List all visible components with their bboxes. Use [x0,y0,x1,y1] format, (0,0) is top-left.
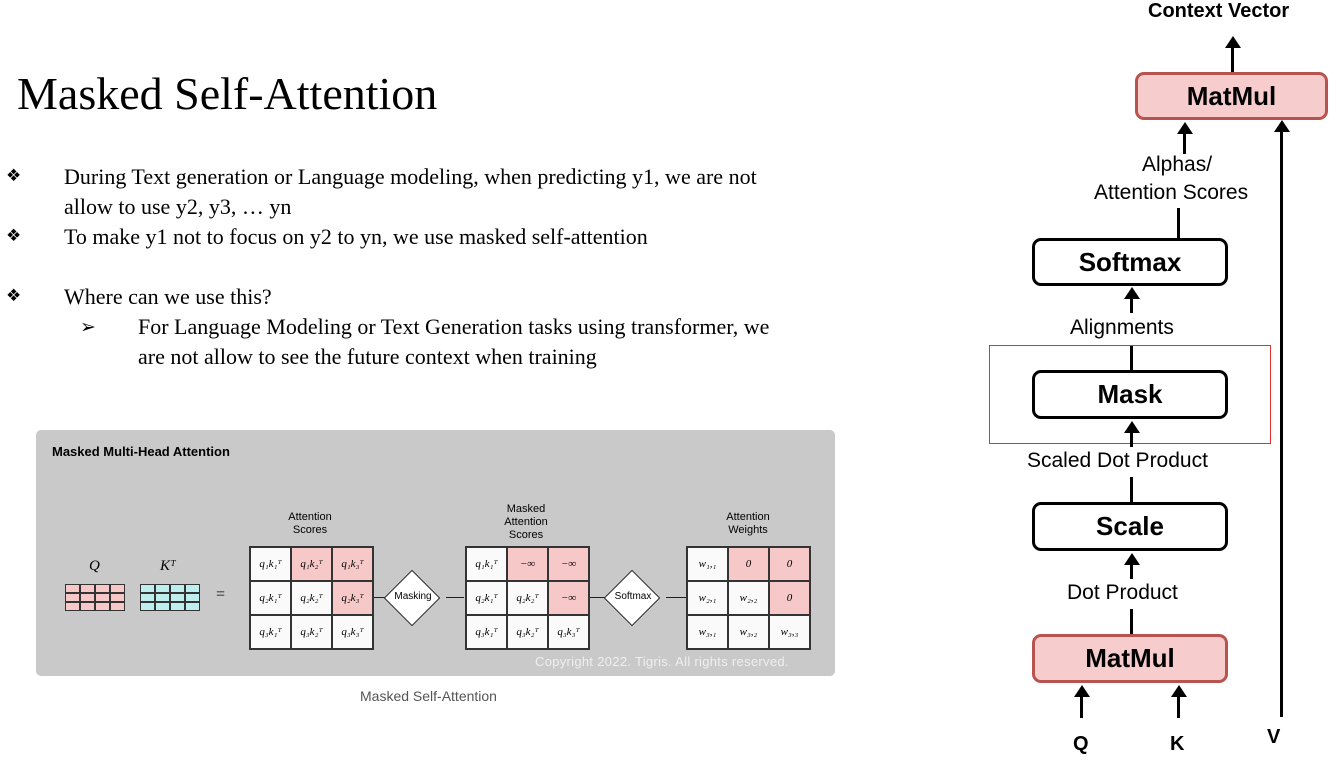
v-input-label: V [1267,726,1281,748]
matrix-cell: q₁k₁ᵀ [250,547,291,581]
arrow-line [1177,208,1180,238]
matrix-cell: q₃k₁ᵀ [250,615,291,649]
masked-scores-matrix [465,546,590,650]
matrix-cell: q₁k₁ᵀ [466,547,507,581]
matrix-cell: w₂,₁ [687,581,728,615]
q-matrix [65,584,125,611]
figure-title: Masked Multi-Head Attention [52,444,230,459]
figure-caption: Masked Self-Attention [360,688,497,704]
attention-weights-matrix [686,546,811,650]
matrix-cell: q₃k₂ᵀ [291,615,332,649]
v-arrow-line [1280,130,1283,717]
alphas-label-1: Alphas/ [1142,153,1213,176]
arrow-line [1183,132,1186,154]
connector-line [446,597,464,598]
sub-bullet-line-2: are not allow to see the future context when training [138,344,597,369]
matrix-cell: q₂k₂ᵀ [291,581,332,615]
masked-scores-label: Masked Attention Scores [504,503,548,541]
attention-weights-label: Attention Weights [726,511,770,536]
matrix-cell: q₃k₁ᵀ [466,615,507,649]
matrix-cell: w₃,₁ [687,615,728,649]
arrow-line [1177,695,1180,718]
attention-scores-matrix [249,546,374,650]
bullet-icon: ❖ [6,166,22,186]
bullet-icon: ❖ [6,226,22,246]
matrix-cell: w₃,₂ [728,615,769,649]
bullet-3: Where can we use this? [64,284,272,309]
copyright-watermark: Copyright 2022. Tigris. All rights reserved. [535,654,789,669]
matrix-cell: w₂,₂ [728,581,769,615]
softmax-op-label: Softmax [614,591,652,602]
bullet-2: To make y1 not to focus on y2 to yn, we use masked self-attention [64,224,648,249]
matrix-cell: q₃k₃ᵀ [548,615,589,649]
mask-box: Mask [1032,370,1228,419]
arrow-line [1080,695,1083,718]
sub-bullet-arrow-icon: ➢ [80,317,96,338]
matrix-cell: 0 [769,581,810,615]
matrix-cell: −∞ [507,547,548,581]
matrix-cell: q₁k₂ᵀ [291,547,332,581]
arrow-line [1231,46,1234,72]
arrow-line [1130,297,1133,313]
matrix-cell: q₂k₁ᵀ [466,581,507,615]
masking-label: Masking [394,591,432,602]
bullet-1-line-1: During Text generation or Language modeling, when predicting y1, we are not [64,164,757,189]
softmax-box: Softmax [1032,238,1228,286]
matmul-bottom-box: MatMul [1032,634,1228,683]
attention-scores-label: Attention Scores [288,511,332,536]
matrix-cell: w₃,₃ [769,615,810,649]
bullet-icon: ❖ [6,286,22,306]
matrix-cell: w₁,₁ [687,547,728,581]
arrow-line [1130,609,1133,634]
matrix-cell: q₃k₃ᵀ [332,615,373,649]
connector-line [666,597,686,598]
scale-box: Scale [1032,502,1228,551]
arrow-line [1130,477,1133,502]
matrix-cell: q₂k₃ᵀ [332,581,373,615]
slide-title: Masked Self-Attention [17,68,438,119]
k-input-label: K [1170,733,1185,755]
dot-product-label: Dot Product [1067,581,1178,604]
matmul-top-box: MatMul [1135,72,1328,120]
matrix-cell: q₂k₂ᵀ [507,581,548,615]
bullet-1-line-2: allow to use y2, y3, … yn [64,194,292,219]
matrix-cell: q₃k₂ᵀ [507,615,548,649]
matrix-cell: 0 [728,547,769,581]
matrix-cell: q₁k₃ᵀ [332,547,373,581]
scaled-dot-product-label: Scaled Dot Product [1027,449,1208,472]
kt-label: Kᵀ [160,558,176,574]
matrix-cell: 0 [769,547,810,581]
q-label: Q [89,558,100,574]
arrow-line [1130,431,1133,447]
q-input-label: Q [1073,733,1089,755]
context-vector-label: Context Vector [1148,0,1290,22]
matrix-cell: −∞ [548,581,589,615]
matrix-cell: −∞ [548,547,589,581]
equals-sign: = [216,586,226,603]
arrow-line [1130,563,1133,579]
alphas-label-2: Attention Scores [1094,181,1249,204]
matrix-cell: q₂k₁ᵀ [250,581,291,615]
sub-bullet-line-1: For Language Modeling or Text Generation tasks using transformer, we [138,314,770,339]
alignments-label: Alignments [1070,316,1174,339]
kt-matrix [140,584,200,611]
